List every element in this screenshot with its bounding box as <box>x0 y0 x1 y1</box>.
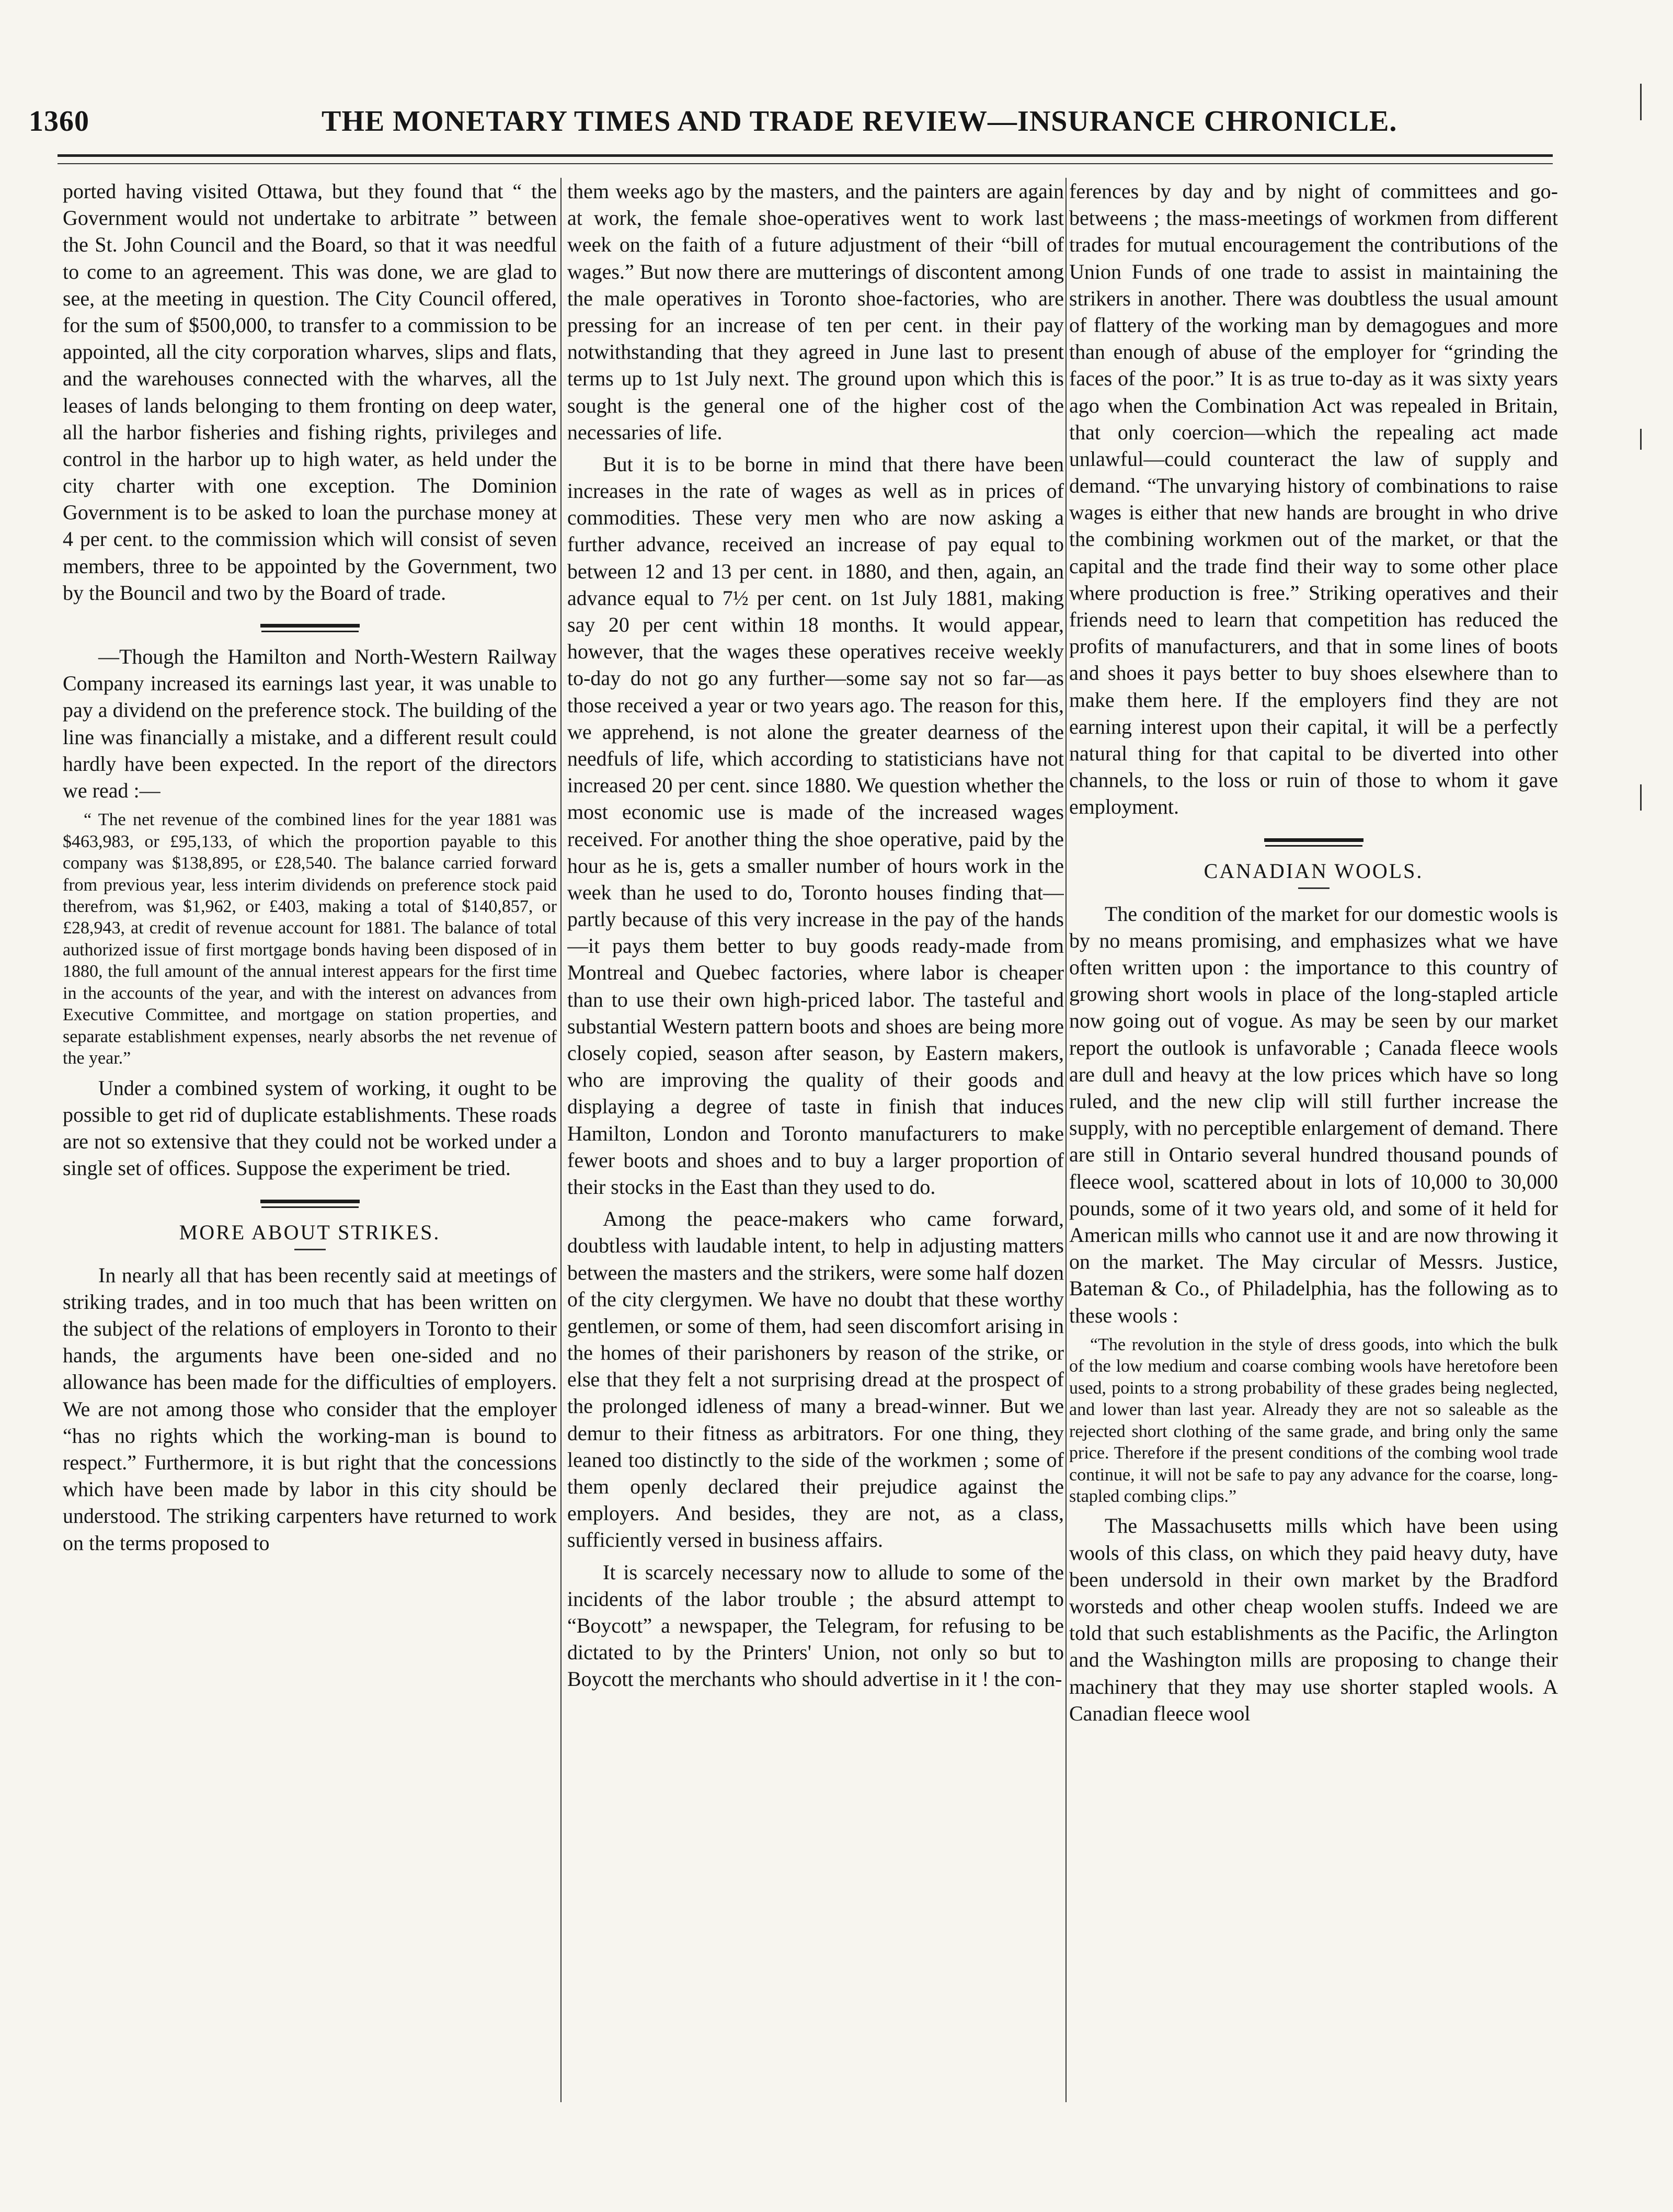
strikes-paragraph-1: In nearly all that has been recently said at meetings of striking trades, and in too much that has been written on the subject of the relations of employers in Toronto to their hands, the arguments have been one-sided and no allowance has been made for the difficulties of employers. We are not among those who consider that the employer “has no rights which the working-man is bound to respect.” Furthermore, it is but right that the concessions which have been made by labor in this city should be understood. The striking carpenters have returned to work on the terms proposed to <box>63 1263 557 1555</box>
header-rule-thin <box>58 163 1553 164</box>
section-separator <box>260 1200 360 1203</box>
header-rule-thick <box>58 154 1553 157</box>
section-separator <box>1264 838 1363 842</box>
column-right <box>1069 178 1558 2102</box>
railway-report-quote: “ The net revenue of the combined lines for the year 1881 was $463,983, or £95,133, of which the proportion payable to this company was $138,895, or £28,540. The balance carried forward from previous year, less interim dividends on preference stock paid therefrom, was $1,962, or £403, making a total of $140,857, or £28,943, at credit of revenue account for 1881. The balance of total authorized issue of first mortgage bonds having been disposed of in 1880, the full amount of the annual interest appears for the first time in the accounts of the year, and with the interest on advances from Executive Committee, and mortgage on station properties, and separate establishment expenses, nearly absorbs the net revenue of the year.” <box>63 810 557 1068</box>
wools-paragraph-1: The condition of the market for our domestic wools is by no means promising, and emphasizes what we have often written upon : the importance to this country of growing short wools in place of the long-stapled article now going out of vogue. As may be seen by our market report the outlook is unfavorable ; Canada fleece wools are dull and heavy at the low prices which have so long ruled, and the new clip will still further increase the supply, with no perceptible enlargement of demand. There are still in Ontario several hundred thousand pounds of fleece wool, scattered about in lots of 10,000 to 30,000 pounds, some of it two years old, and some of it held for American mills who cannot use it and are now throwing it on the market. The May circular of Messrs. Justice, Bateman & Co., of Philadelphia, has the following as to these wools : <box>1069 902 1558 1327</box>
strikes-paragraph-wages: But it is to be borne in mind that there have been increases in the rate of wages as well as in prices of commodities. These very men who are now asking a further advance, received an increase of pay equal to between 12 and 13 per cent. in 1880, and then, again, an advance equal to 7½ per cent. on 1st July 1881, making say 20 per cent within 18 months. It would appear, however, that the wages these operatives receive weekly to-day do not go any further—some say not so far—as those received a year or two years ago. The reason for this, we apprehend, is not alone the greater dearness of the needfuls of life, which according to statisticians have not increased 20 per cent. since 1880. We question whether the most economic use is made of the increased wages received. For another thing the shoe operative, paid by the hour as he is, gets a smaller number of hours work in the week than he used to do, Toronto houses finding that—partly because of this very increase in the pay of the hands—it pays them better to buy goods ready-made from Montreal and Quebec factories, where labor is cheaper than to use their own high-priced labor. The tasteful and substantial Western pattern boots and shoes are being more closely copied, season after season, by Eastern makers, who are improving the quality of their goods and displaying a degree of taste in finish that induces Hamilton, London and Toronto manufacturers to make fewer boots and shoes and to buy a larger proportion of their stocks in the East than they used to do. <box>567 452 1064 1199</box>
page-edge-mark <box>1640 429 1642 450</box>
article-wharves-paragraph: ported having visited Ottawa, but they found that “ the Government would not undertake to arbitrate ” between the St. John Council and the Board, so that it was needful to come to an agreement. This was done, we are glad to see, at the meeting in question. The City Council offered, for the sum of $500,000, to transfer to a commission to be appointed, all the city corporation wharves, slips and flats, and the warehouses connected with the wharves, all the leases of lands belonging to them fronting on deep water, all the harbor fisheries and fishing rights, privileges and control in the harbor up to high water, as held under the city charter with one exception. The Dominion Government is to be asked to loan the purchase money at 4 per cent. to the commission which will consist of seven members, three to be appointed by the Government, two by the Bouncil and two by the Board of trade. <box>63 179 557 605</box>
article-railway-conclusion: Under a combined system of working, it ought to be possible to get rid of duplicate establishments. These roads are not so extensive that they could not be worked under a single set of offices. Suppose the experiment be tried. <box>63 1076 557 1180</box>
strikes-paragraph-conclusion: ferences by day and by night of committees and go-betweens ; the mass-meetings of workmen from different trades for mutual encouragement the contributions of the Union Funds of one trade to assist in maintaining the strikers in another. There was doubtless the usual amount of flattery of the working man by demagogues and more than enough of abuse of the employer for “grinding the faces of the poor.” It is as true to-day as it was sixty years ago when the Combination Act was repealed in Britain, that only coercion—which the repealing act made unlawful—could counteract the law of supply and demand. “The unvarying history of combinations to raise wages is either that new hands are brought in who drive the combining workmen out of the market, or that the capital and the trade find their way to some other place where production is free.” Striking operatives and their friends need to learn that competition has reduced the profits of manufacturers, and that in some lines of boots and shoes it pays better to buy shoes elsewhere than to make them here. If the employers find they are not earning interest upon their capital, it will be a perfectly natural thing for that capital to be diverted into other channels, to the loss or ruin of those to whom it gave employment. <box>1069 179 1558 819</box>
strikes-paragraph-continued: them weeks ago by the masters, and the painters are again at work, the female shoe-operatives went to work last week on the faith of a future adjustment of their “bill of wages.” But now there are mutterings of discontent among the male operatives in Toronto shoe-factories, who are pressing for an increase of ten per cent. in their pay notwithstanding that they agreed in June last to present terms up to 1st July next. The ground upon which this is sought is the general one of the higher cost of the necessaries of life. <box>567 179 1064 444</box>
heading-underline <box>1298 887 1330 889</box>
strikes-paragraph-peacemakers: Among the peace-makers who came forward, doubtless with laudable intent, to help in adjusting matters between the masters and the strikers, were some half dozen of the city clergymen. We have no doubt that these worthy gentlemen, or some of them, had seen discomfort arising in the homes of their parishoners by reason of the strike, or else that they felt a not surprising dread at the prospect of the prolonged idleness of many a bread-winner. But we demur to their fitness as arbitrators. For one thing, they leaned too distinctly to the side of the workmen ; some of them openly declared their prejudice against the employers. And besides, they are not, as a class, sufficiently versed in business affairs. <box>567 1207 1064 1552</box>
heading-underline <box>294 1249 326 1250</box>
article-railway-paragraph: —Though the Hamilton and North-Western Railway Company increased its earnings last year, it was unable to pay a dividend on the preference stock. The building of the line was financially a mistake, and a different result could hardly have been expected. In the report of the directors we read :— <box>63 645 557 802</box>
page-number: 1360 <box>29 105 89 138</box>
heading-canadian-wools: CANADIAN WOOLS. <box>1204 859 1424 883</box>
strikes-paragraph-boycott: It is scarcely necessary now to allude to some of the incidents of the labor trouble ; the absurd attempt to “Boycott” a newspaper, the Telegram, for refusing to be dictated to by the Printers' Union, not only so but to Boycott the merchants who should advertise in it ! the con- <box>567 1560 1064 1691</box>
column-divider <box>560 178 562 2102</box>
heading-more-about-strikes: MORE ABOUT STRIKES. <box>179 1220 441 1244</box>
wools-circular-quote: “The revolution in the style of dress goods, into which the bulk of the low medium and coarse combing wools have heretofore been used, points to a strong probability of these grades being neglected, and lower than last year. Already they are not so saleable as the rejected short clothing of the same grade, and bring only the same price. Therefore if the present conditions of the combing wool trade continue, it will not be safe to pay any advance for the coarse, long-stapled combing clips.” <box>1069 1335 1558 1506</box>
wools-paragraph-2: The Massachusetts mills which have been using wools of this class, on which they paid heavy duty, have been undersold in their own market by the Bradford worsteds and other cheap woolen stuffs. Indeed we are told that such establishments as the Pacific, the Arlington and the Washington mills are proposing to change their machinery that they may use shorter stapled wools. A Canadian fleece wool <box>1069 1514 1558 1725</box>
column-divider <box>1065 178 1067 2102</box>
page-edge-mark <box>1640 784 1642 811</box>
section-separator <box>260 624 360 628</box>
column-middle <box>567 178 1064 2102</box>
column-left <box>63 178 557 2102</box>
running-head: THE MONETARY TIMES AND TRADE REVIEW—INSURANCE CHRONICLE. <box>322 105 1397 138</box>
page-header <box>29 99 1550 146</box>
page-edge-mark <box>1640 84 1642 120</box>
